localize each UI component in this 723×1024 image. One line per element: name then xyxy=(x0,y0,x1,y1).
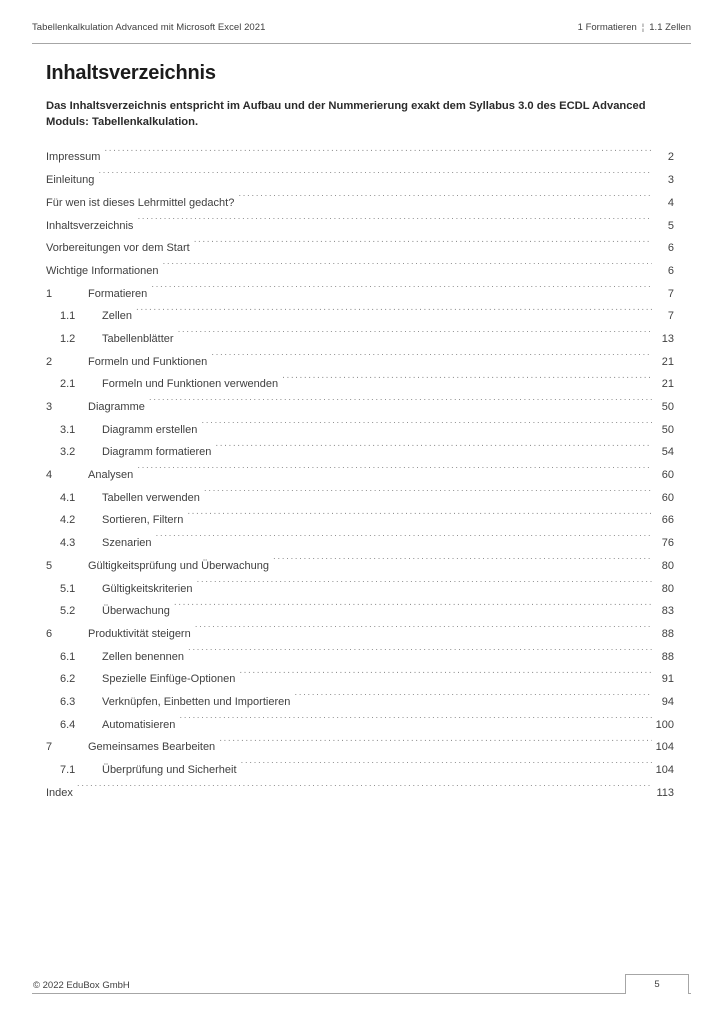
page-content xyxy=(46,62,674,804)
toc-entry-page: 7 xyxy=(667,287,674,300)
toc-entry-number: 1.1 xyxy=(60,310,76,323)
header-separator-icon: ¦ xyxy=(641,22,645,33)
toc-dot-leader xyxy=(137,467,652,478)
toc-entry-page: 13 xyxy=(661,332,674,345)
toc-entry-page: 104 xyxy=(655,741,674,754)
toc-entry[interactable] xyxy=(46,782,674,805)
toc-entry[interactable] xyxy=(46,305,674,328)
toc-entry[interactable] xyxy=(46,600,674,623)
toc-entry-label: Impressum xyxy=(46,151,101,164)
toc-dot-leader xyxy=(204,490,652,501)
toc-entry[interactable] xyxy=(46,487,674,510)
toc-entry-number: 3 xyxy=(46,401,53,414)
toc-entry-label: Szenarien xyxy=(102,537,152,550)
toc-dot-leader xyxy=(188,649,652,660)
toc-entry-label: Wichtige Informationen xyxy=(46,264,159,277)
toc-entry-number: 7.1 xyxy=(60,764,76,777)
toc-entry-page: 60 xyxy=(661,491,674,504)
toc-entry-label: Inhaltsverzeichnis xyxy=(46,219,134,232)
toc-entry-number: 1.2 xyxy=(60,332,76,345)
intro-paragraph: Das Inhaltsverzeichnis entspricht im Aufbau und der Nummerierung exakt dem Syllabus 3.0 des ECDL Advanced Moduls: Tabellenkalkulation. xyxy=(46,100,646,129)
toc-entry-number: 4.2 xyxy=(60,514,76,527)
toc-entry-number: 4.3 xyxy=(60,537,76,550)
toc-entry-label: Vorbereitungen vor dem Start xyxy=(46,242,190,255)
toc-entry-label: Tabellen verwenden xyxy=(102,491,200,504)
toc-entry-label: Analysen xyxy=(88,469,134,482)
toc-entry-page: 5 xyxy=(667,219,674,232)
toc-entry-label: Diagramm erstellen xyxy=(102,423,198,436)
toc-entry-page: 66 xyxy=(661,514,674,527)
header-book-title: Tabellenkalkulation Advanced mit Microsoft Excel 2021 xyxy=(32,22,266,33)
toc-entry-label: Verknüpfen, Einbetten und Importieren xyxy=(102,695,291,708)
toc-entry[interactable] xyxy=(46,691,674,714)
toc-entry-number: 5.2 xyxy=(60,605,76,618)
toc-dot-leader xyxy=(215,444,652,455)
toc-entry[interactable] xyxy=(46,283,674,306)
toc-dot-leader xyxy=(196,581,652,592)
toc-entry-number: 1 xyxy=(46,287,53,300)
toc-dot-leader xyxy=(273,558,652,569)
toc-entry-number: 6.2 xyxy=(60,673,76,686)
toc-entry-label: Überprüfung und Sicherheit xyxy=(102,764,237,777)
toc-entry-page: 54 xyxy=(661,446,674,459)
toc-entry[interactable] xyxy=(46,509,674,532)
toc-entry-number: 6.4 xyxy=(60,718,76,731)
toc-entry-number: 2 xyxy=(46,355,53,368)
toc-entry-label: Formeln und Funktionen xyxy=(88,355,208,368)
toc-entry-page: 88 xyxy=(661,627,674,640)
toc-entry-label: Diagramm formatieren xyxy=(102,446,212,459)
toc-entry-label: Sortieren, Filtern xyxy=(102,514,184,527)
toc-entry-label: Zellen benennen xyxy=(102,650,184,663)
toc-entry-page: 94 xyxy=(661,695,674,708)
toc-entry-page: 80 xyxy=(661,582,674,595)
toc-dot-leader xyxy=(187,512,652,523)
toc-entry-number: 6.1 xyxy=(60,650,76,663)
toc-dot-leader xyxy=(178,331,652,342)
toc-entry-number: 6 xyxy=(46,627,53,640)
toc-entry-page: 113 xyxy=(656,786,674,799)
table-of-contents xyxy=(46,146,674,804)
toc-entry[interactable] xyxy=(46,646,674,669)
toc-dot-leader xyxy=(294,694,652,705)
toc-entry[interactable] xyxy=(46,351,674,374)
toc-dot-leader xyxy=(163,263,653,274)
page-footer xyxy=(32,974,691,1000)
toc-entry[interactable] xyxy=(46,237,674,260)
toc-entry-label: Für wen ist dieses Lehrmittel gedacht? xyxy=(46,196,235,209)
toc-dot-leader xyxy=(136,308,652,319)
toc-dot-leader xyxy=(174,603,652,614)
toc-dot-leader xyxy=(241,762,652,773)
toc-entry-page: 7 xyxy=(667,310,674,323)
footer-divider-left xyxy=(32,993,625,994)
toc-entry-page: 6 xyxy=(667,264,674,277)
toc-entry[interactable] xyxy=(46,532,674,555)
toc-dot-leader xyxy=(156,535,652,546)
toc-entry-page: 21 xyxy=(661,378,674,391)
toc-entry-number: 4.1 xyxy=(60,491,76,504)
toc-entry-page: 3 xyxy=(667,174,674,187)
toc-entry-label: Zellen xyxy=(102,310,132,323)
toc-entry-label: Spezielle Einfüge-Optionen xyxy=(102,673,236,686)
toc-entry-page: 60 xyxy=(661,469,674,482)
toc-entry-label: Gültigkeitskriterien xyxy=(102,582,193,595)
page-number: 5 xyxy=(654,979,660,990)
toc-entry-label: Produktivität steigern xyxy=(88,627,191,640)
toc-entry[interactable] xyxy=(46,215,674,238)
toc-entry-page: 83 xyxy=(661,605,674,618)
toc-entry[interactable] xyxy=(46,736,674,759)
toc-entry[interactable] xyxy=(46,464,674,487)
toc-entry-page: 88 xyxy=(661,650,674,663)
toc-entry[interactable] xyxy=(46,328,674,351)
toc-entry[interactable] xyxy=(46,623,674,646)
page-header xyxy=(32,22,691,44)
toc-dot-leader xyxy=(238,195,652,206)
toc-entry-page: 4 xyxy=(667,196,674,209)
toc-entry-page: 80 xyxy=(661,559,674,572)
page-number-box xyxy=(625,974,689,994)
toc-entry[interactable] xyxy=(46,578,674,601)
toc-entry[interactable] xyxy=(46,169,674,192)
toc-entry-number: 3.1 xyxy=(60,423,76,436)
toc-entry-page: 91 xyxy=(661,673,674,686)
toc-entry-label: Formatieren xyxy=(88,287,148,300)
toc-entry-page: 104 xyxy=(655,764,674,777)
toc-entry[interactable] xyxy=(46,759,674,782)
toc-entry[interactable] xyxy=(46,192,674,215)
footer-divider-right xyxy=(689,993,691,994)
toc-entry[interactable] xyxy=(46,396,674,419)
toc-entry-number: 5 xyxy=(46,559,53,572)
toc-entry-label: Gemeinsames Bearbeiten xyxy=(88,741,216,754)
toc-entry-number: 6.3 xyxy=(60,695,76,708)
footer-copyright: © 2022 EduBox GmbH xyxy=(33,980,130,991)
toc-entry-number: 7 xyxy=(46,741,53,754)
toc-dot-leader xyxy=(98,172,652,183)
toc-entry-page: 100 xyxy=(655,718,674,731)
toc-dot-leader xyxy=(219,739,652,750)
header-chapter-number: 1 Formatieren xyxy=(577,22,637,33)
header-chapter-reference xyxy=(578,22,691,33)
toc-entry-label: Einleitung xyxy=(46,174,95,187)
toc-entry-label: Diagramme xyxy=(88,401,145,414)
toc-dot-leader xyxy=(149,399,652,410)
toc-dot-leader xyxy=(104,149,652,160)
toc-entry[interactable] xyxy=(46,441,674,464)
toc-dot-leader xyxy=(179,717,652,728)
toc-dot-leader xyxy=(151,286,652,297)
toc-entry[interactable] xyxy=(46,373,674,396)
toc-entry-page: 6 xyxy=(667,242,674,255)
toc-entry-page: 50 xyxy=(661,401,674,414)
toc-dot-leader xyxy=(195,626,652,637)
toc-entry-page: 2 xyxy=(667,151,674,164)
toc-entry-number: 5.1 xyxy=(60,582,76,595)
toc-entry-label: Index xyxy=(46,786,73,799)
toc-entry-label: Gültigkeitsprüfung und Überwachung xyxy=(88,559,270,572)
toc-entry[interactable] xyxy=(46,714,674,737)
toc-entry-page: 21 xyxy=(661,355,674,368)
toc-dot-leader xyxy=(239,671,652,682)
toc-entry-page: 50 xyxy=(661,423,674,436)
page-title: Inhaltsverzeichnis xyxy=(46,62,216,84)
toc-entry-page: 76 xyxy=(661,537,674,550)
toc-entry-label: Tabellenblätter xyxy=(102,332,174,345)
toc-dot-leader xyxy=(194,240,652,251)
toc-entry[interactable] xyxy=(46,419,674,442)
toc-entry-label: Überwachung xyxy=(102,605,170,618)
header-section-number: 1.1 Zellen xyxy=(649,22,691,33)
toc-entry-label: Formeln und Funktionen verwenden xyxy=(102,378,279,391)
toc-entry[interactable] xyxy=(46,146,674,169)
toc-entry-label: Automatisieren xyxy=(102,718,176,731)
toc-entry[interactable] xyxy=(46,260,674,283)
toc-dot-leader xyxy=(77,785,652,796)
toc-dot-leader xyxy=(282,376,652,387)
toc-dot-leader xyxy=(211,354,652,365)
toc-dot-leader xyxy=(137,218,652,229)
toc-entry-number: 2.1 xyxy=(60,378,76,391)
toc-dot-leader xyxy=(201,422,652,433)
toc-entry[interactable] xyxy=(46,555,674,578)
toc-entry[interactable] xyxy=(46,668,674,691)
toc-entry-number: 4 xyxy=(46,469,53,482)
toc-entry-number: 3.2 xyxy=(60,446,76,459)
